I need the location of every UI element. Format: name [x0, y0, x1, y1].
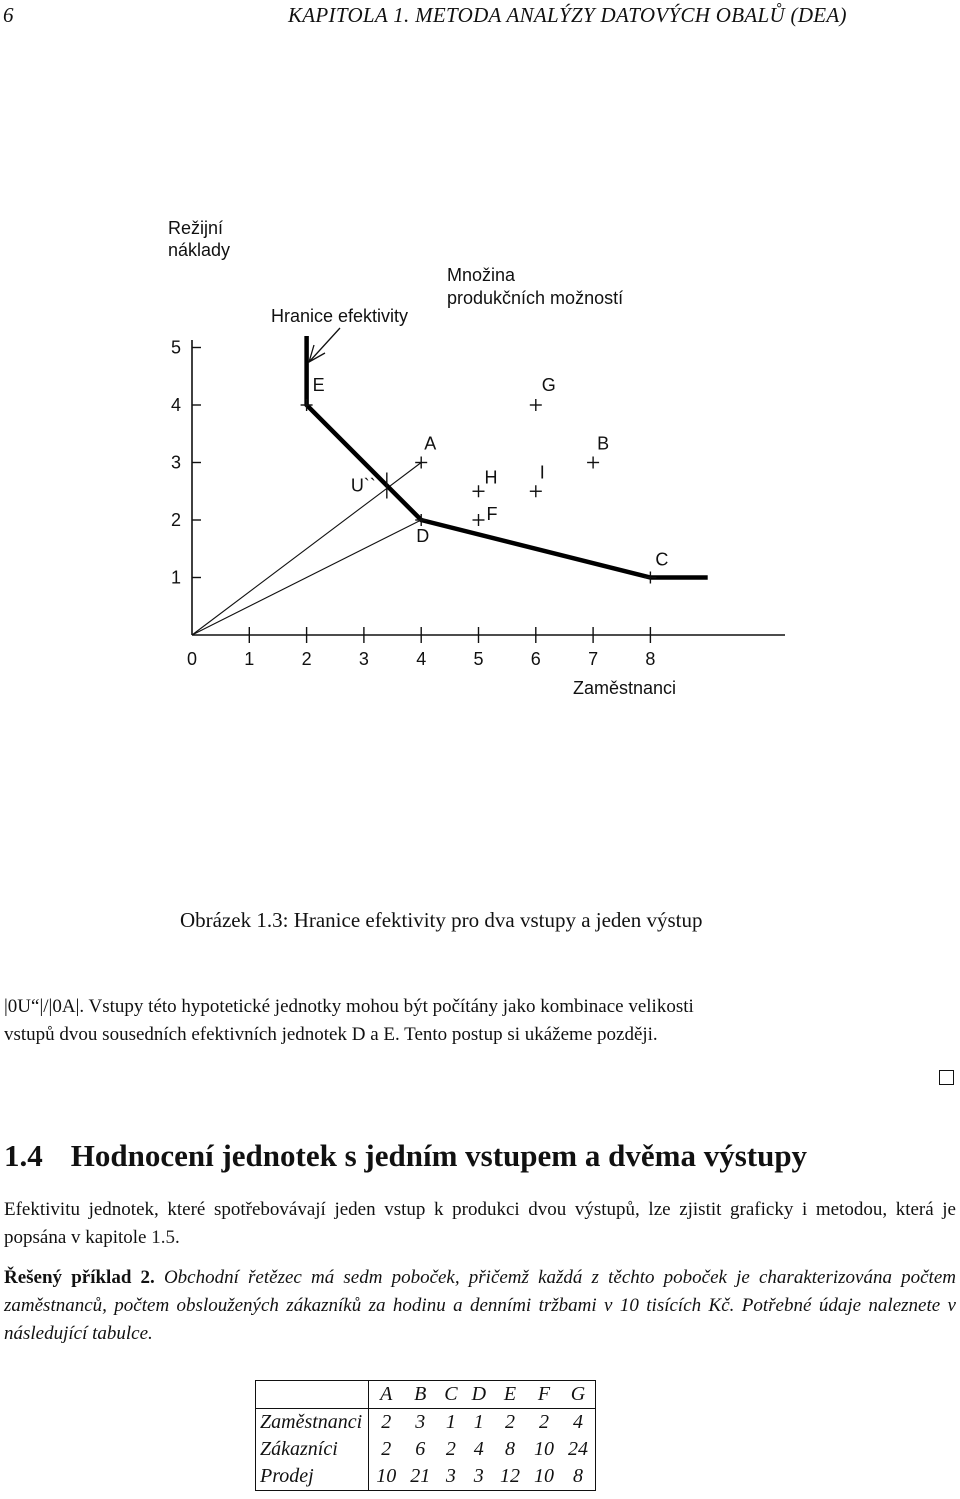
set-annotation-line2: produkčních možností: [447, 288, 624, 308]
x-tick-label: 4: [416, 649, 427, 669]
point-h: [473, 467, 498, 497]
table-cell: 2: [381, 1411, 392, 1433]
table-cell: 24: [568, 1438, 589, 1460]
column-header: B: [403, 1381, 437, 1409]
table-cell: 3: [473, 1465, 484, 1487]
table-cell: 10: [534, 1465, 555, 1487]
y-ticks: [171, 338, 201, 588]
example-text: Obchodní řetězec má sedm poboček, přičemž každá z těchto poboček je charakterizována počtem zaměstnanců, počtem obsloužených zákazníků za hodinu a denními tržbami v 10 tisících Kč. Potřebné údaje naleznete v následující tabulce.: [4, 1267, 956, 1344]
x-tick-label: 3: [358, 649, 369, 669]
x-tick-label: 0: [187, 649, 198, 669]
y-tick-label: 5: [171, 337, 182, 358]
row-label: Zaměstnanci: [256, 1409, 369, 1437]
table-cell: 1: [445, 1411, 456, 1433]
column-header: A: [369, 1381, 404, 1409]
point-label: B: [597, 433, 610, 454]
section-heading: [4, 1138, 807, 1174]
point-f: [473, 504, 498, 526]
branches-table: [255, 1380, 596, 1491]
table-cell: 12: [500, 1465, 521, 1487]
chapter-reference-link[interactable]: 1.5: [151, 1227, 175, 1248]
x-tick-label: 5: [473, 649, 484, 669]
x-tick-label: 2: [301, 649, 312, 669]
point-label: H: [484, 467, 498, 488]
table-row: [256, 1463, 596, 1491]
column-header: F: [527, 1381, 561, 1409]
paragraph-line-2: vstupů dvou sousedních efektivních jednotek D a E. Tento postup si ukážeme později.: [4, 1024, 658, 1045]
point-label: E: [312, 375, 325, 395]
paragraph-efficiency-text: Efektivitu jednotek, které spotřebovávají jeden vstup k produkci dvou výstupů, lze zjistit graficky i metodou, která je popsána v kapitole: [4, 1199, 956, 1248]
table-cell: 2: [539, 1411, 550, 1433]
efficiency-frontier-figure: [0, 200, 960, 710]
paragraph-efficiency-end: .: [174, 1227, 180, 1248]
running-title: KAPITOLA 1. METODA ANALÝZY DATOVÝCH OBALŮ (DEA): [288, 3, 847, 27]
row-label: Prodej: [256, 1463, 369, 1491]
x-ticks: [187, 627, 655, 669]
table-cell: 3: [415, 1411, 426, 1433]
table-row: [256, 1409, 596, 1437]
point-b: [587, 434, 609, 469]
point-label: A: [424, 433, 437, 454]
efficiency-frontier-line: [307, 336, 708, 578]
page-number: 6: [3, 3, 14, 27]
end-of-proof-box: [939, 1070, 954, 1085]
table-cell: 21: [410, 1465, 431, 1487]
figure-caption: Obrázek 1.3: Hranice efektivity pro dva vstupy a jeden výstup: [180, 908, 703, 932]
table-corner: [256, 1381, 369, 1409]
x-tick-label: 1: [244, 649, 255, 669]
point-i: [530, 462, 545, 497]
x-tick-label: 6: [530, 649, 541, 669]
paragraph-line-1: |0U“|/|0A|. Vstupy této hypotetické jednotky mohou být počítány jako kombinace velikosti: [4, 996, 694, 1017]
point-label: U``: [350, 475, 376, 496]
point-label: G: [541, 375, 556, 395]
table-cell: 8: [573, 1465, 584, 1487]
table-header-row: [256, 1381, 596, 1409]
point-label: C: [655, 549, 669, 570]
point-label: I: [539, 462, 545, 483]
frontier-annotation: Hranice efektivity: [271, 306, 409, 326]
point-e: [301, 375, 325, 411]
row-label: Zákazníci: [256, 1436, 369, 1463]
table-cell: 2: [381, 1438, 392, 1460]
point-u: [351, 473, 387, 499]
projection-ray: [192, 520, 421, 635]
table-cell: 2: [505, 1411, 516, 1433]
point-label: D: [416, 526, 430, 546]
table-cell: 4: [473, 1438, 484, 1460]
x-axis-label: Zaměstnanci: [573, 678, 677, 698]
set-annotation-line1: Množina: [447, 265, 516, 285]
section-title: Hodnocení jednotek s jedním vstupem a dvěma výstupy: [70, 1138, 808, 1173]
y-tick-label: 1: [171, 567, 182, 588]
column-header: C: [437, 1381, 464, 1409]
x-tick-label: 8: [645, 649, 656, 669]
y-axis-label-line1: Režijní: [168, 218, 224, 238]
table-row: [256, 1436, 596, 1463]
table-cell: 6: [415, 1438, 426, 1460]
table-cell: 4: [573, 1411, 584, 1433]
section-number: 1.4: [4, 1138, 43, 1173]
table-cell: 10: [376, 1465, 397, 1487]
y-tick-label: 2: [171, 510, 182, 530]
paragraph-efficiency: [4, 1196, 956, 1252]
y-tick-label: 4: [171, 395, 182, 415]
point-g: [530, 375, 556, 411]
table-cell: 10: [534, 1438, 555, 1460]
column-header: D: [465, 1381, 493, 1409]
table-cell: 2: [445, 1438, 456, 1460]
point-label: F: [486, 504, 498, 524]
point-a: [415, 434, 436, 469]
example-label: Řešený příklad 2.: [4, 1267, 155, 1288]
table-cell: 3: [445, 1465, 456, 1487]
y-tick-label: 3: [171, 452, 182, 473]
column-header: E: [493, 1381, 527, 1409]
column-header: G: [561, 1381, 596, 1409]
solved-example: [4, 1264, 956, 1348]
y-axis-label-line2: náklady: [168, 240, 231, 260]
x-tick-label: 7: [588, 649, 599, 669]
table-cell: 8: [505, 1438, 516, 1460]
frontier-annotation-arrow: [309, 328, 340, 362]
table-cell: 1: [473, 1411, 484, 1433]
